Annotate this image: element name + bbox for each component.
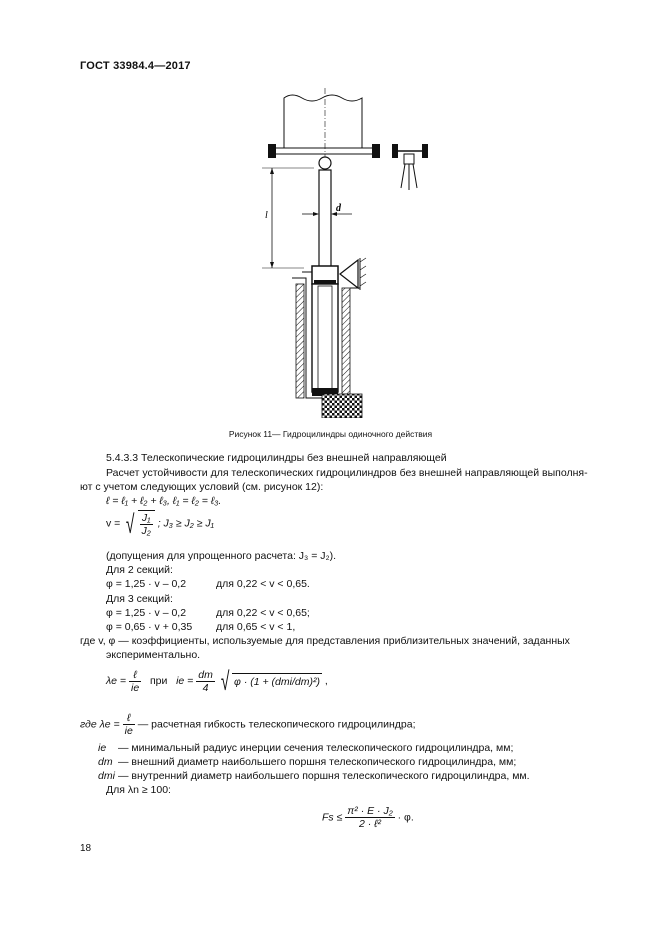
definition-text: — внешний диаметр наибольшего поршня телескопического гидроцилиндра, мм;: [118, 756, 517, 768]
definition-text: — внутренний диаметр наибольшего поршня телескопического гидроцилиндра, мм.: [118, 770, 530, 782]
definition-dm: [98, 755, 516, 769]
definition-ie: [98, 741, 513, 755]
lambda-denominator: ie: [130, 681, 140, 694]
two-sections-condition: для 0,22 < v < 0,65.: [216, 578, 310, 590]
three-sections-formula-1: φ = 1,25 · v – 0,2: [106, 607, 187, 619]
equation-final: [322, 805, 414, 830]
equation-lambda: [106, 668, 328, 694]
where-lambda-line: [80, 712, 416, 737]
lambda-numerator: ℓ: [129, 669, 141, 682]
where2-numerator: ℓ: [123, 712, 135, 725]
ie-sqrt-body: φ · (1 + (dmi/dm)²): [232, 673, 322, 689]
figure-caption: Рисунок 11— Гидроцилиндры одиночного действия: [228, 429, 433, 439]
pri-word: при: [149, 674, 168, 687]
where-coefficients-line: экспериментально.: [106, 649, 201, 661]
lambda-lhs: λe =: [106, 674, 127, 687]
where2-denominator: ie: [124, 725, 133, 737]
three-sections-formula-2: φ = 0,65 · v + 0,35: [106, 621, 193, 633]
equation-v-lhs: v =: [106, 517, 121, 530]
ie-trailing-comma: ,: [324, 674, 328, 687]
equation-length: ℓ = ℓ₁ + ℓ₂ + ℓ₃, ℓ₁ = ℓ₂ = ℓ₃.: [106, 495, 222, 507]
definition-text: — минимальный радиус инерции сечения телескопического гидроцилиндра, мм;: [118, 742, 514, 754]
definition-symbol: ie: [98, 742, 107, 754]
final-numerator: π² · E · J₂: [347, 805, 393, 817]
ie-lhs: ie =: [176, 674, 194, 687]
where2-text: — расчетная гибкость телескопического гидроцилиндра;: [137, 718, 416, 731]
final-denominator: 2 · ℓ²: [358, 818, 382, 830]
sqrt-symbol: √: [220, 666, 230, 696]
sqrt-symbol: √: [126, 508, 135, 539]
page-number: 18: [80, 843, 92, 854]
equation-v: [106, 510, 214, 537]
dimension-d-label: d: [336, 203, 341, 214]
document-code: ГОСТ 33984.4—2017: [80, 60, 191, 72]
section-heading: 5.4.3.3 Телескопические гидроцилиндры без внешней направляющей: [106, 452, 447, 464]
lambda-condition: Для λn ≥ 100:: [106, 784, 171, 796]
assumption-note: (допущения для упрощенного расчета: J₃ = J₂).: [106, 550, 337, 562]
sqrt-body: [138, 510, 155, 537]
paragraph-line: ют с учетом следующих условий (см. рисунок 12):: [80, 481, 324, 493]
three-sections-label: Для 3 секций:: [106, 593, 173, 605]
definition-symbol: dm: [98, 756, 113, 768]
paragraph-line: Расчет устойчивости для телескопических гидроцилиндров без внешней направляющей выполня-: [106, 467, 588, 479]
three-sections-condition-1: для 0,22 < v < 0,65;: [216, 607, 310, 619]
definition-symbol: dmi: [98, 770, 115, 782]
ie-denominator: 4: [202, 681, 209, 694]
eq2-denominator: J₂: [141, 525, 151, 537]
final-lhs: Fs ≤: [322, 811, 343, 824]
definition-dmi: [98, 769, 530, 783]
equation-v-rhs: ; J₃ ≥ J₂ ≥ J₁: [157, 517, 214, 530]
where2-prefix: где λe =: [80, 718, 120, 731]
dimension-l-label: l: [265, 210, 268, 221]
two-sections-formula: φ = 1,25 · v – 0,2: [106, 578, 187, 590]
where-coefficients-line: где v, φ — коэффициенты, используемые для представления приблизительных значений, заданных: [80, 635, 570, 647]
eq2-numerator: J₁: [140, 512, 153, 525]
final-rhs: · φ.: [397, 811, 414, 824]
hydraulic-cylinder-figure: [262, 88, 438, 418]
two-sections-label: Для 2 секций:: [106, 564, 173, 576]
ie-numerator: dm: [198, 668, 213, 681]
three-sections-condition-2: для 0,65 < v < 1,: [216, 621, 296, 633]
